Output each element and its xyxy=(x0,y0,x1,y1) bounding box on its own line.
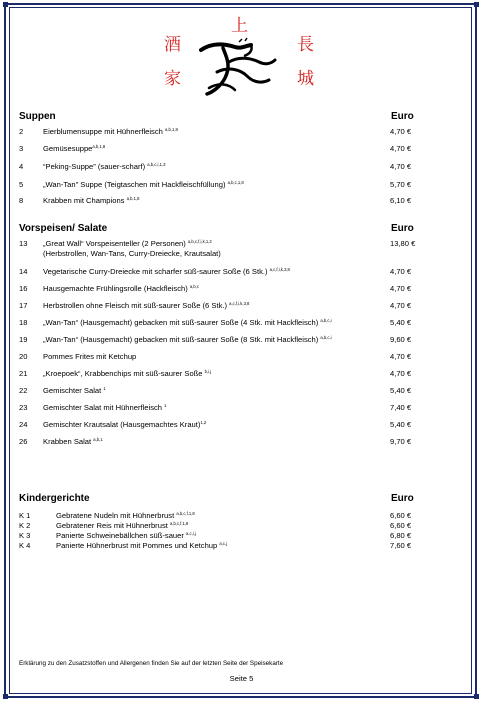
allergen-codes: a,b,c,f,1,8 xyxy=(169,521,189,526)
allergen-codes: a,b,c,f,i,k,1,2 xyxy=(187,239,212,244)
item-price: 6,60 € xyxy=(390,521,412,530)
allergen-codes: a,b,c xyxy=(189,284,199,289)
item-number: 23 xyxy=(19,403,28,412)
item-number: 2 xyxy=(19,127,24,136)
menu-item xyxy=(19,437,429,449)
item-price: 5,40 € xyxy=(390,386,412,395)
menu-item xyxy=(19,352,429,364)
item-price: 6,10 € xyxy=(390,196,412,205)
allergen-codes: a,b,1,8 xyxy=(126,196,140,201)
item-name: „Wan-Tan“ (Hausgemacht) gebacken mit süß-saurer Soße (8 Stk. mit Hackfleisch) $^{a,b,c,i}$ xyxy=(43,335,332,344)
item-number: 18 xyxy=(19,318,28,327)
item-name: Krabben mit Champions $^{a,b,1,8}$ xyxy=(43,196,140,205)
logo-char: 城 xyxy=(297,69,314,89)
allergen-codes: 1 xyxy=(103,386,106,391)
menu-item xyxy=(19,127,429,139)
item-number: 8 xyxy=(19,196,24,205)
item-number: 21 xyxy=(19,369,28,378)
item-price: 5,70 € xyxy=(390,180,412,189)
item-price: 5,40 € xyxy=(390,420,412,429)
item-price: 4,70 € xyxy=(390,127,412,136)
item-number: 3 xyxy=(19,144,24,153)
menu-item xyxy=(19,267,429,279)
item-number: 24 xyxy=(19,420,28,429)
allergen-footnote: Erklärung zu den Zusatzstoffen und Allergenen finden Sie auf der letzten Seite der Speisekarte xyxy=(19,660,284,667)
section-title-starters: Vorspeisen/ Salate xyxy=(19,223,108,234)
allergen-codes: a,b,1,8 xyxy=(165,127,178,132)
allergen-codes: a,b,c,i xyxy=(320,318,332,323)
item-price: 9,60 € xyxy=(390,335,412,344)
page-number: Seite 5 xyxy=(229,674,254,683)
item-name: „Wan-Tan” Suppe (Teigtaschen mit Hackfleischfüllung) $^{a,b,c,1,8}$ xyxy=(43,180,244,189)
menu-item xyxy=(19,180,429,192)
item-price: 4,70 € xyxy=(390,352,412,361)
menu-item xyxy=(19,284,429,296)
item-price: 4,70 € xyxy=(390,144,412,153)
menu-item xyxy=(19,196,429,208)
menu-item xyxy=(19,144,429,156)
item-name: Gebratene Nudeln mit Hühnerbrust $^{a,b,c,f,1,8}$ xyxy=(56,511,195,520)
allergen-codes: a,c,j xyxy=(219,541,228,546)
section-title-kids: Kindergerichte xyxy=(19,493,90,504)
corner-ornament xyxy=(3,2,8,7)
item-number: K 1 xyxy=(19,511,31,520)
item-price: 5,40 € xyxy=(390,318,412,327)
allergen-codes: a,b,1 xyxy=(93,437,103,442)
logo-char: 上 xyxy=(231,16,248,36)
item-name: Krabben Salat $^{a,b,1}$ xyxy=(43,437,103,446)
menu-item xyxy=(19,301,429,313)
great-wall-brush-logo xyxy=(195,36,285,100)
item-name: Gemischter Salat mit Hühnerfleisch $^1$ xyxy=(43,403,167,412)
menu-item xyxy=(19,386,429,398)
item-number: 4 xyxy=(19,162,24,171)
allergen-codes: a,c,f,i,k,3,8 xyxy=(229,301,250,306)
item-name: “Peking-Suppe” (sauer-scharf) $^{a,b,c,i,1,3}$ xyxy=(43,162,166,171)
item-name: „Great Wall“ Vorspeisenteller (2 Personen) $^{a,b,c,f,i,k,1,2}$ (Herbstrollen, Wan-Tans, Curry-Dreiecke, Krautsalat) xyxy=(43,239,221,258)
allergen-codes: a,b,c,i,1,3 xyxy=(147,162,166,167)
item-number: K 3 xyxy=(19,531,31,540)
item-price: 7,60 € xyxy=(390,541,412,550)
allergen-codes: a,c,f,i,k,3,8 xyxy=(269,267,290,272)
item-price: 4,70 € xyxy=(390,162,412,171)
item-number: 26 xyxy=(19,437,28,446)
item-name: Herbstrollen ohne Fleisch mit süß-saurer Soße (6 Stk.) $^{a,c,f,i,k,3,8}$ xyxy=(43,301,250,310)
item-name: Gemischter Salat $^1$ xyxy=(43,386,106,395)
item-name: Gemüsesuppe$^{a,b,1,8}$ xyxy=(43,144,106,153)
item-number: K 2 xyxy=(19,521,31,530)
allergen-codes: a,b,c,f,1,8 xyxy=(176,511,195,516)
menu-item xyxy=(19,162,429,174)
item-description: (Herbstrollen, Wan-Tans, Curry-Dreiecke, Krautsalat) xyxy=(43,249,221,258)
logo-char: 長 xyxy=(297,35,314,55)
item-name: „Kroepoek“, Krabbenchips mit süß-saurer Soße $^{b,i,j}$ xyxy=(43,369,212,378)
item-price: 4,70 € xyxy=(390,369,412,378)
menu-item xyxy=(19,420,429,432)
menu-item xyxy=(19,335,429,347)
corner-ornament xyxy=(474,694,479,699)
item-number: 20 xyxy=(19,352,28,361)
item-price: 6,60 € xyxy=(390,511,412,520)
item-price: 4,70 € xyxy=(390,267,412,276)
item-number: K 4 xyxy=(19,541,31,550)
euro-header: Euro xyxy=(391,111,414,122)
item-number: 14 xyxy=(19,267,28,276)
allergen-codes: 1 xyxy=(164,403,167,408)
item-name: Panierte Schweinebällchen süß-sauer $^{a,c,i,j}$ xyxy=(56,531,196,540)
section-title-soups: Suppen xyxy=(19,111,56,122)
item-name: Gebratener Reis mit Hühnerbrust $^{a,b,c,f,1,8}$ xyxy=(56,521,189,530)
item-price: 6,80 € xyxy=(390,531,412,540)
corner-ornament xyxy=(474,2,479,7)
item-name: Panierte Hühnerbrust mit Pommes und Ketchup $^{a,c,j}$ xyxy=(56,541,228,550)
item-name: Hausgemachte Frühlingsrolle (Hackfleisch) $^{a,b,c}$ xyxy=(43,284,199,293)
menu-item xyxy=(19,318,429,330)
item-number: 13 xyxy=(19,239,28,248)
item-name: „Wan-Tan“ (Hausgemacht) gebacken mit süß-saurer Soße (4 Stk. mit Hackfleisch) $^{a,b,c,i}$ xyxy=(43,318,332,327)
logo-char: 家 xyxy=(164,69,181,89)
item-number: 19 xyxy=(19,335,28,344)
allergen-codes: a,b,c,1,8 xyxy=(227,180,244,185)
euro-header: Euro xyxy=(391,493,414,504)
menu-item xyxy=(19,369,429,381)
item-price: 4,70 € xyxy=(390,301,412,310)
item-name: Gemischter Krautsalat (Hausgemachtes Kraut)$^{1,2}$ xyxy=(43,420,207,429)
allergen-codes: 1,2 xyxy=(200,420,207,425)
allergen-codes: a,b,c,i xyxy=(320,335,332,340)
euro-header: Euro xyxy=(391,223,414,234)
allergen-codes: a,b,1,8 xyxy=(92,144,106,149)
item-price: 4,70 € xyxy=(390,284,412,293)
menu-item xyxy=(19,239,429,261)
corner-ornament xyxy=(3,694,8,699)
allergen-codes: b,i,j xyxy=(204,369,212,374)
item-name: Vegetarische Curry-Dreiecke mit scharfer süß-saurer Soße (6 Stk.) $^{a,c,f,i,k,3,8}$ xyxy=(43,267,290,276)
menu-item xyxy=(19,403,429,415)
item-number: 5 xyxy=(19,180,24,189)
item-price: 13,80 € xyxy=(390,239,416,248)
allergen-codes: a,c,i,j xyxy=(186,531,196,536)
item-name: Eierblumensuppe mit Hühnerfleisch $^{a,b,1,8}$ xyxy=(43,127,178,136)
item-name: Pommes Frites mit Ketchup xyxy=(43,352,137,361)
item-price: 9,70 € xyxy=(390,437,412,446)
item-price: 7,40 € xyxy=(390,403,412,412)
item-number: 16 xyxy=(19,284,28,293)
logo-char: 酒 xyxy=(164,35,181,55)
item-number: 22 xyxy=(19,386,28,395)
item-number: 17 xyxy=(19,301,28,310)
